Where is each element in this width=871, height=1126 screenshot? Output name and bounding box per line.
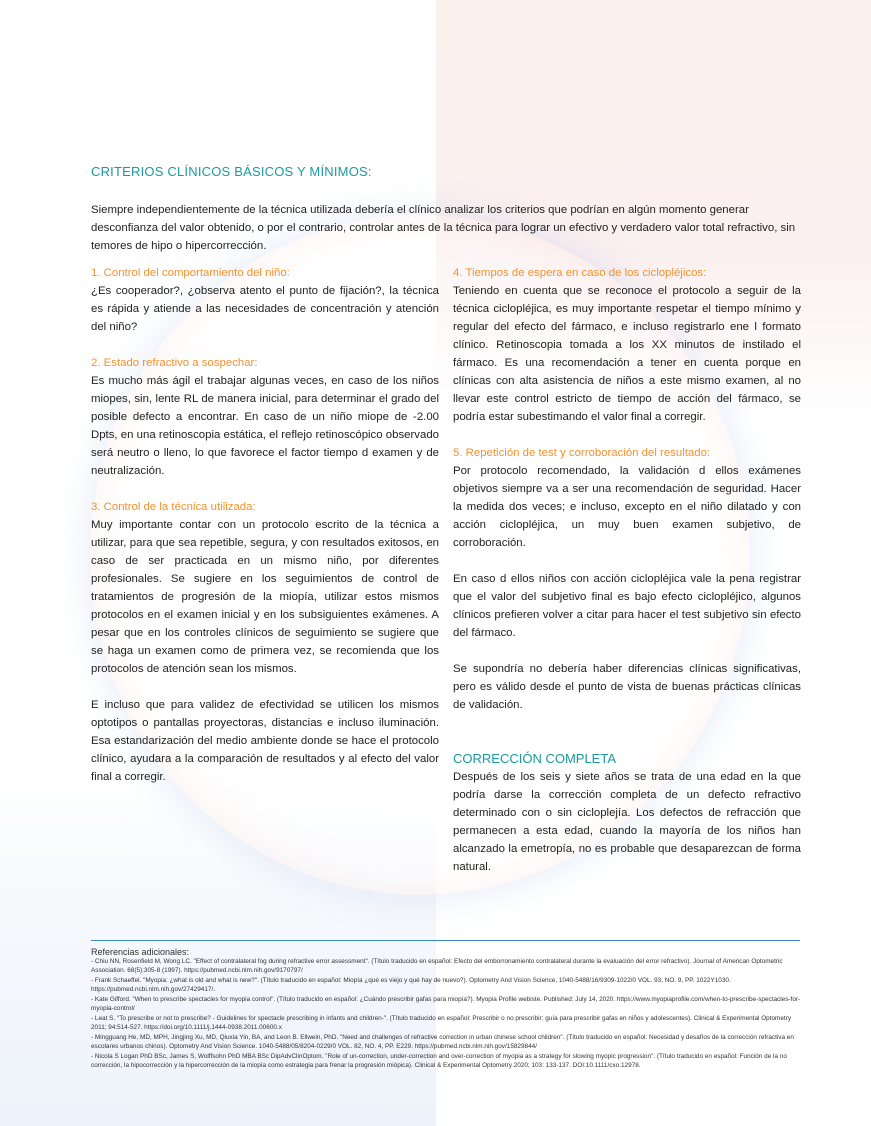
section-3-text-continued: E incluso que para validez de efectividad se utilicen los mismos optotipos o pantallas proyectoras, distancias e incluso iluminación. Esa estandarización del medio ambiente donde se hace el protocolo clínico, ayudara a la comparación de resultados y al efecto del valor final a corregir.: [91, 699, 439, 783]
page-title: CRITERIOS CLÍNICOS BÁSICOS Y MÍNIMOS:: [91, 164, 372, 179]
section-3-heading: 3. Control de la técnica utilizada:: [91, 501, 256, 513]
references-divider: [91, 940, 800, 941]
section-2-heading: 2. Estado refractivo a sospechar:: [91, 357, 258, 369]
section-4-text: Teniendo en cuenta que se reconoce el protocolo a seguir de la técnica ciclopléjica, es muy importante respetar el tiempo mínimo y regular del efecto del fármaco, e incluso registrarlo ene l formato clínico. Retinoscopia tomada a los XX minutos de instilado el fármaco. Es una recomendación a tener en cuenta porque en clínicas con alta asistencia de niños a este mismo examen, al no llevar este control estricto de tiempo de acción del fármaco, se podría estar subestimando el valor final a corregir.: [453, 285, 801, 423]
reference-item: - Frank Schaeffel. "Myopia: ¿what is old and what is new?". (Título traducido en español: Miopía ¿qué es viejo y qué hay de nuevo?). Optometry And Vision Science, 1040-5488/16/9309-1022/0 VOL. 93, NO. 9, PP. 1022Y1030. https://pubmed.ncbi.nlm.nih.gov/27429417/.: [91, 977, 731, 993]
section-5-text: Por protocolo recomendado, la validación d ellos exámenes objetivos siempre va a ser una recomendación de seguridad. Hacer la medida dos veces; e incluso, excepto en el niño dilatado y con acción ciclopléjica, un muy buen examen subjetivo, de corroboración.: [453, 465, 801, 549]
reference-item: - Kate Gifford. "When to prescribe spectacles for myopia control". (Título traducido en español: ¿Cuándo prescribir gafas para miopía?). Myopia Profile webiste. Published: July 14, 2020. https://www.myopiaprofile.com/when-to-prescribe-spectacles-for-myopia-control/: [91, 996, 801, 1012]
section-6-heading: CORRECCIÓN COMPLETA: [453, 751, 616, 766]
left-column: [91, 264, 439, 786]
section-1-text: ¿Es cooperador?, ¿observa atento el punto de fijación?, la técnica es rápida y atiende a las necesidades de concentración y atención del niño?: [91, 285, 439, 333]
section-5-text-2: En caso d ellos niños con acción ciclopléjica vale la pena registrar que el valor del subjetivo final es bajo efecto ciclopléjico, algunos clínicos prefieren volver a citar para hacer el test subjetivo sin efecto del fármaco.: [453, 573, 801, 639]
reference-item: - Nicola S Logan PhD BSc, James S, Wolffsohn PhD MBA BSc DipAdvClinOptom. "Role of un-correction, under-correction and over-correction of myopia as a strategy for slowing myopic progression". (Título traducido en español: Función de la no corrección, la hipocorrección y la hipercorrección de la miopía como estrategia para frenar la progresión miópica). Clinical & Experimental Optometry 2020; 103: 133-137. DOI:10.1111/cxo.12978.: [91, 1053, 787, 1069]
section-5-heading: 5. Repetición de test y corroboración del resultado:: [453, 447, 711, 459]
section-5-text-3: Se supondría no debería haber diferencias clínicas significativas, pero es válido desde el punto de vista de buenas prácticas clínicas de validación.: [453, 663, 801, 711]
section-1-heading: 1. Control del comportamiento del niño:: [91, 267, 290, 279]
section-3-text: Muy importante contar con un protocolo escrito de la técnica a utilizar, para que sea repetible, segura, y con resultados exitosos, en caso de ser practicada en un mismo niño, por diferentes profesionales. Se sugiere en los seguimientos de control de tratamientos de progresión de la miopía, utilizar estos mismos protocolos en el examen inicial y en los subsiguientes exámenes. A pesar que en los controles clínicos de seguimiento se sugiere que se haga un examen como de primera vez, se recomienda que los protocolos de atención sean los mismos.: [91, 519, 439, 675]
references-section: [91, 946, 803, 1072]
reference-item: - Mingguang He, MD, MPH, Jingjing Xu, MD, Qiuxia Yin, BA, and Leon B. Ellwein, PhD. "Need and challenges of refractive correction in urban chinese school children". (Título traducido en español: Necesidad y desafíos de la corrección refractiva en escolares urbanos chinos). Optometry And Vision Science. 1040-5488/05/8204-0229/0 VOL. 82, NO. 4, PP. E229. https://pubmed.ncbi.nlm.nih.gov/15829844/: [91, 1034, 794, 1050]
section-4-heading: 4. Tiempos de espera en caso de los ciclopléjicos:: [453, 267, 707, 279]
reference-item: - Chiu NN, Rosenfield M, Wong LC. "Effect of contralateral fog during refractive error assessment". (Título traducido en español: Efecto del emborronamiento contralateral durante la evaluación del error refractivo). Journal of American Optometric Association. 68(5):305-8 (1997). https://pubmed.ncbi.nlm.nih.gov/9170797/: [91, 958, 783, 974]
section-6-text: Después de los seis y siete años se trata de una edad en la que podría darse la corrección completa de un defecto refractivo determinado con o sin cicloplejía. Los defectos de refracción que permanecen a esta edad, cuando la mayoría de los niños han alcanzado la emetropía, no es probable que desaparezcan de forma natural.: [453, 771, 801, 873]
section-2-text: Es mucho más ágil el trabajar algunas veces, en caso de los niños miopes, sin, lente RL de manera inicial, para determinar el grado del posible defecto a encontrar. En caso de un niño miope de -2.00 Dpts, en una retinoscopia estática, el reflejo retinoscópico observado será neutro o lleno, lo que favorece el factor tiempo d examen y de neutralización.: [91, 375, 439, 477]
intro-paragraph: Siempre independientemente de la técnica utilizada debería el clínico analizar los criterios que podrían en algún momento generar desconfianza del valor obtenido, o por el contrario, controlar antes de la técnica para lograr un efectivo y verdadero valor total refractivo, sin temores de hipo o hipercorrección.: [91, 204, 796, 252]
references-title: Referencias adicionales:: [91, 947, 190, 957]
reference-item: - Leat S. "To prescribe or not to prescribe? - Guidelines for spectacle prescribing in infants and children-". (Título traducido en español: Prescribir o no prescribir: guía para prescribir gafas en niños y adolescentes). Clinical & Experimental Optometry 2011; 94:514-527. https://doi.org/10.1111/j.1444-0938.2011.00600.x: [91, 1015, 792, 1031]
right-column: [453, 264, 801, 876]
